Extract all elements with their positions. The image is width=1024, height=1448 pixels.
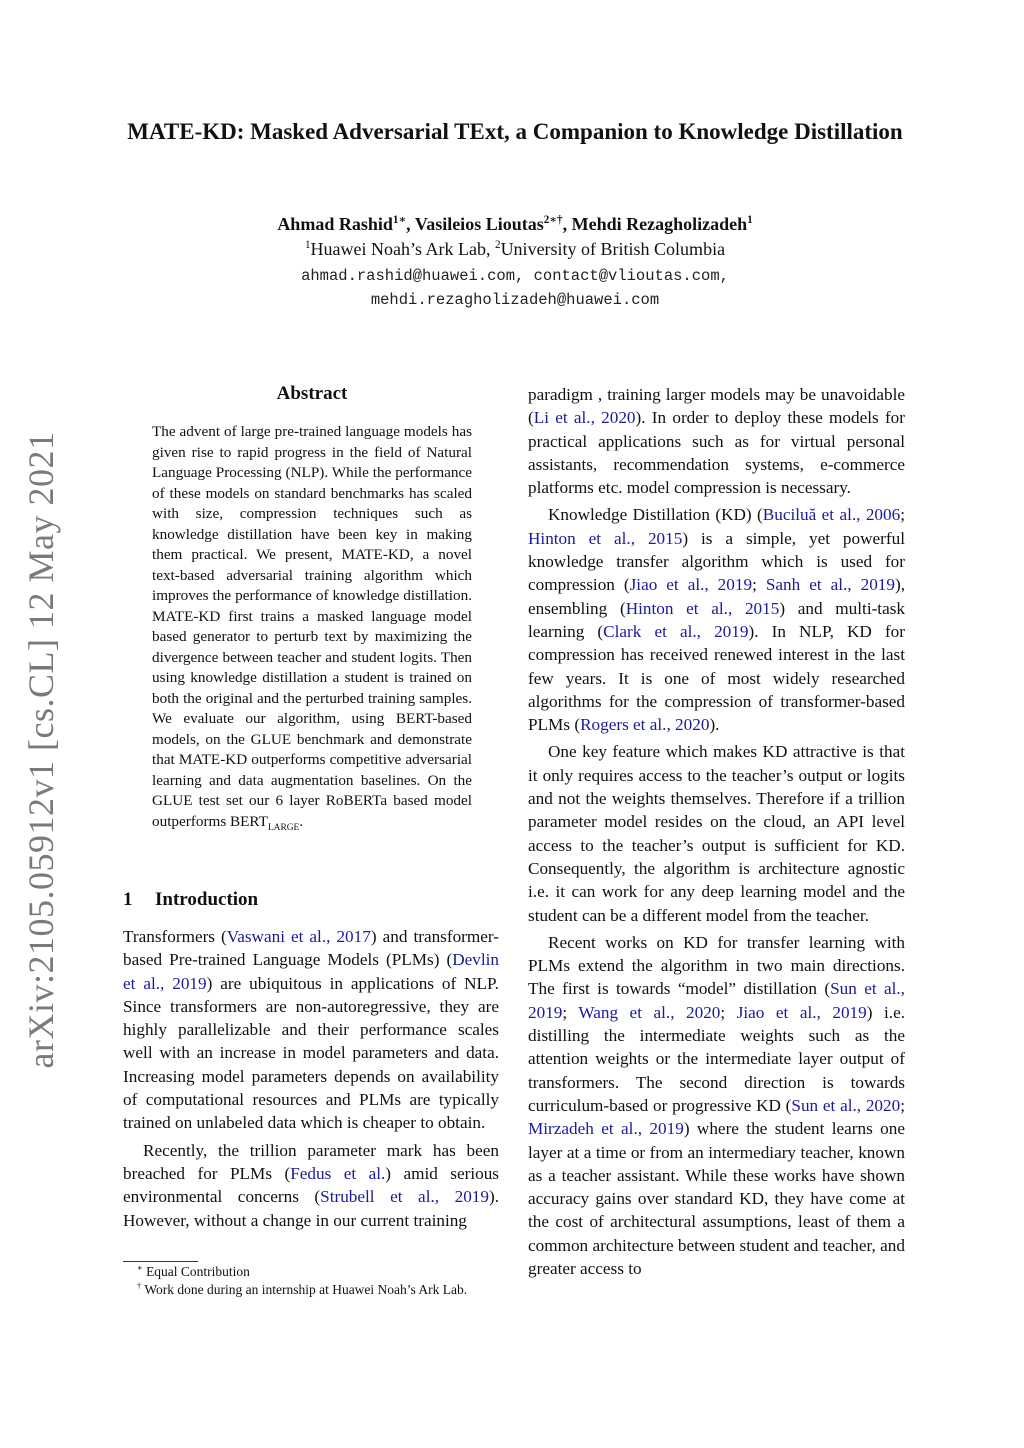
section-heading-introduction (123, 889, 258, 911)
citation-link[interactable]: Sun et al., 2020 (791, 1095, 901, 1115)
arxiv-identifier: arXiv:2105.05912v1 [cs.CL] 12 May 2021 (21, 431, 61, 1069)
author-name: Mehdi Rezagholizadeh (571, 214, 748, 234)
text-run: ; (562, 1002, 579, 1022)
paragraph (528, 740, 905, 926)
introduction-body (123, 925, 499, 1232)
text-run: ) is a simple, yet powerful knowledge transfer algorithm which is used for compression ( (528, 528, 905, 595)
affiliations: $^1$Huawei Noah’s Ark Lab, $^2$University of British Columbia (304, 239, 726, 259)
section-title: Introduction (155, 889, 259, 910)
author-name: Vasileios Lioutas (414, 214, 544, 234)
text-run: ). In NLP, KD for compression has received renewed interest in the last few years. It is one of most widely researched algorithms for the compression of transformer-based PLMs ( (528, 621, 905, 735)
citation-link[interactable]: Strubell et al., 2019 (320, 1187, 489, 1207)
text-run: Knowledge Distillation (KD) ( (548, 505, 763, 525)
abstract-heading: Abstract (276, 383, 348, 404)
citation-link[interactable]: Li et al., 2020 (533, 408, 636, 428)
text-run: ) are ubiquitous in applications of NLP. Since transformers are non-autoregressive, they are highly parallelizable and their performance scales well with an increase in model parameters and data. Increasing model parameters depends on availability of computational resources and PLMs are typically trained on unlabeled data which is cheaper to obtain. (123, 973, 499, 1133)
text-run: ; (900, 505, 905, 525)
footnote: † Work done during an internship at Huawei Noah’s Ark Lab. (137, 1281, 468, 1297)
citation-link[interactable]: Sanh et al., 2019 (765, 575, 895, 595)
citation-link[interactable]: Vaswani et al., 2017 (226, 927, 371, 946)
author-mark: 2∗† (543, 214, 563, 226)
paragraph (528, 503, 905, 736)
citation-link[interactable]: Sun et al., 2019 (528, 979, 905, 1022)
author-list: Ahmad Rashid$^{1∗}$, Vasileios Lioutas$^{2∗\dagger}$, Mehdi Rezagholizadeh$^1$ (277, 214, 753, 234)
paragraph (528, 383, 905, 499)
affiliation-name: Huawei Noah’s Ark Lab, (310, 239, 495, 259)
citation-link[interactable]: Buciluă et al., 2006 (762, 505, 901, 525)
citation-link[interactable]: Wang et al., 2020 (578, 1002, 721, 1022)
citation-link[interactable]: Devlin et al., 2019 (123, 950, 499, 993)
right-column-body (528, 383, 905, 1280)
text-run: ) where the student learns one layer at a time or from an intermediary teacher, known as a teacher assistant. While these works have shown accuracy gains over standard KD, they have come at the cost of architectural assumptions, least of them a common architecture between student and teacher, and greater access to (528, 1119, 905, 1278)
paragraph (123, 1139, 499, 1232)
citation-link[interactable]: Hinton et al., 2015 (625, 598, 780, 618)
arxiv-sidebar (16, 430, 66, 1070)
text-run: Recently, the trillion parameter mark has been breached for PLMs ( (123, 1140, 499, 1183)
text-run: ). (709, 715, 720, 735)
text-run: Transformers ( (123, 927, 227, 946)
citation-link[interactable]: Clark et al., 2019 (603, 621, 749, 641)
footnote: ∗ Equal Contribution (137, 1263, 250, 1279)
abstract-body: The advent of large pre-trained language models has given rise to rapid progress in the field of Natural Language Processing (NLP). While the performance of these models on standard benchmarks has scaled with size, compression techniques such as knowledge distillation have been key in making them practical. We present, MATE-KD, a novel text-based adversarial training algorithm which improves the performance of knowledge distillation. MATE-KD first trains a masked language model based generator to perturb text by maximizing the divergence between teacher and student logits. Then using knowledge distillation a student is trained on both the original and the perturbed training samples. We evaluate our algorithm, using BERT-based models, on the GLUE benchmark and demonstrate that MATE-KD outperforms competitive adversarial learning and data augmentation baselines. On the GLUE test set our 6 layer RoBERTa based model outperforms $BERT_{LARGE}$. (152, 423, 472, 833)
citation-link[interactable]: Jiao et al., 2019 (736, 1002, 867, 1022)
text-run: ) i.e. distilling the intermediate weights such as the attention weights or the intermediate layer output of transformers. The second direction is towards curriculum-based or progressive KD ( (528, 1002, 905, 1115)
text-run: ) amid serious environmental concerns ( (123, 1163, 499, 1207)
text-run: ) and multi-task learning ( (528, 598, 905, 641)
citation-link[interactable]: Fedus et al. (290, 1163, 386, 1183)
citation-link[interactable]: Mirzadeh et al., 2019 (528, 1119, 684, 1139)
section-number: 1 (123, 889, 133, 910)
paragraph (123, 925, 499, 1135)
paragraph (528, 931, 905, 1280)
text-run: One key feature which makes KD attractive is that it only requires access to the teacher’s output or logits and not the weights themselves. Therefore if a trillion parameter model resides on the cloud, an API level access to the teacher’s output is sufficient for KD. Consequently, the algorithm is architecture agnostic i.e. it can work for any deep learning model and the student can be a different model from the teacher. (528, 742, 905, 925)
text-run: ; (720, 1002, 737, 1022)
email-line: ahmad.rashid@huawei.com, contact@vlioutas.com, (301, 267, 729, 285)
text-run: ). However, without a change in our current training (123, 1187, 500, 1230)
text-run: paradigm , training larger models may be unavoidable ( (528, 385, 905, 428)
author-mark: 1∗ (392, 214, 407, 226)
citation-link[interactable]: Jiao et al., 2019 (629, 575, 753, 595)
email-line: mehdi.rezagholizadeh@huawei.com (370, 291, 660, 309)
text-run: ), ensembling ( (528, 575, 906, 618)
author-name: Ahmad Rashid (277, 214, 393, 234)
text-run: Recent works on KD for transfer learning with PLMs extend the algorithm in two main directions. The first is towards “model” distillation ( (528, 932, 905, 999)
footnote-rule (123, 1261, 198, 1262)
text-run: ). In order to deploy these models for practical applications such as for virtual personal assistants, recommendation systems, e-commerce platforms etc. model compression is necessary. (528, 408, 905, 498)
footnotes (123, 1263, 499, 1299)
affiliation-name: University of British Columbia (500, 239, 726, 259)
author-mark: 1 (747, 214, 753, 226)
citation-link[interactable]: Rogers et al., 2020 (580, 715, 710, 735)
author-emails (100, 264, 930, 312)
text-run: ; (752, 575, 766, 595)
citation-link[interactable]: Hinton et al., 2015 (528, 528, 683, 548)
text-run: ) and transformer-based Pre-trained Language Models (PLMs) ( (123, 927, 499, 970)
text-run: ; (900, 1095, 905, 1115)
paper-title: MATE-KD: Masked Adversarial TExt, a Companion to Knowledge Distillation (127, 119, 903, 144)
